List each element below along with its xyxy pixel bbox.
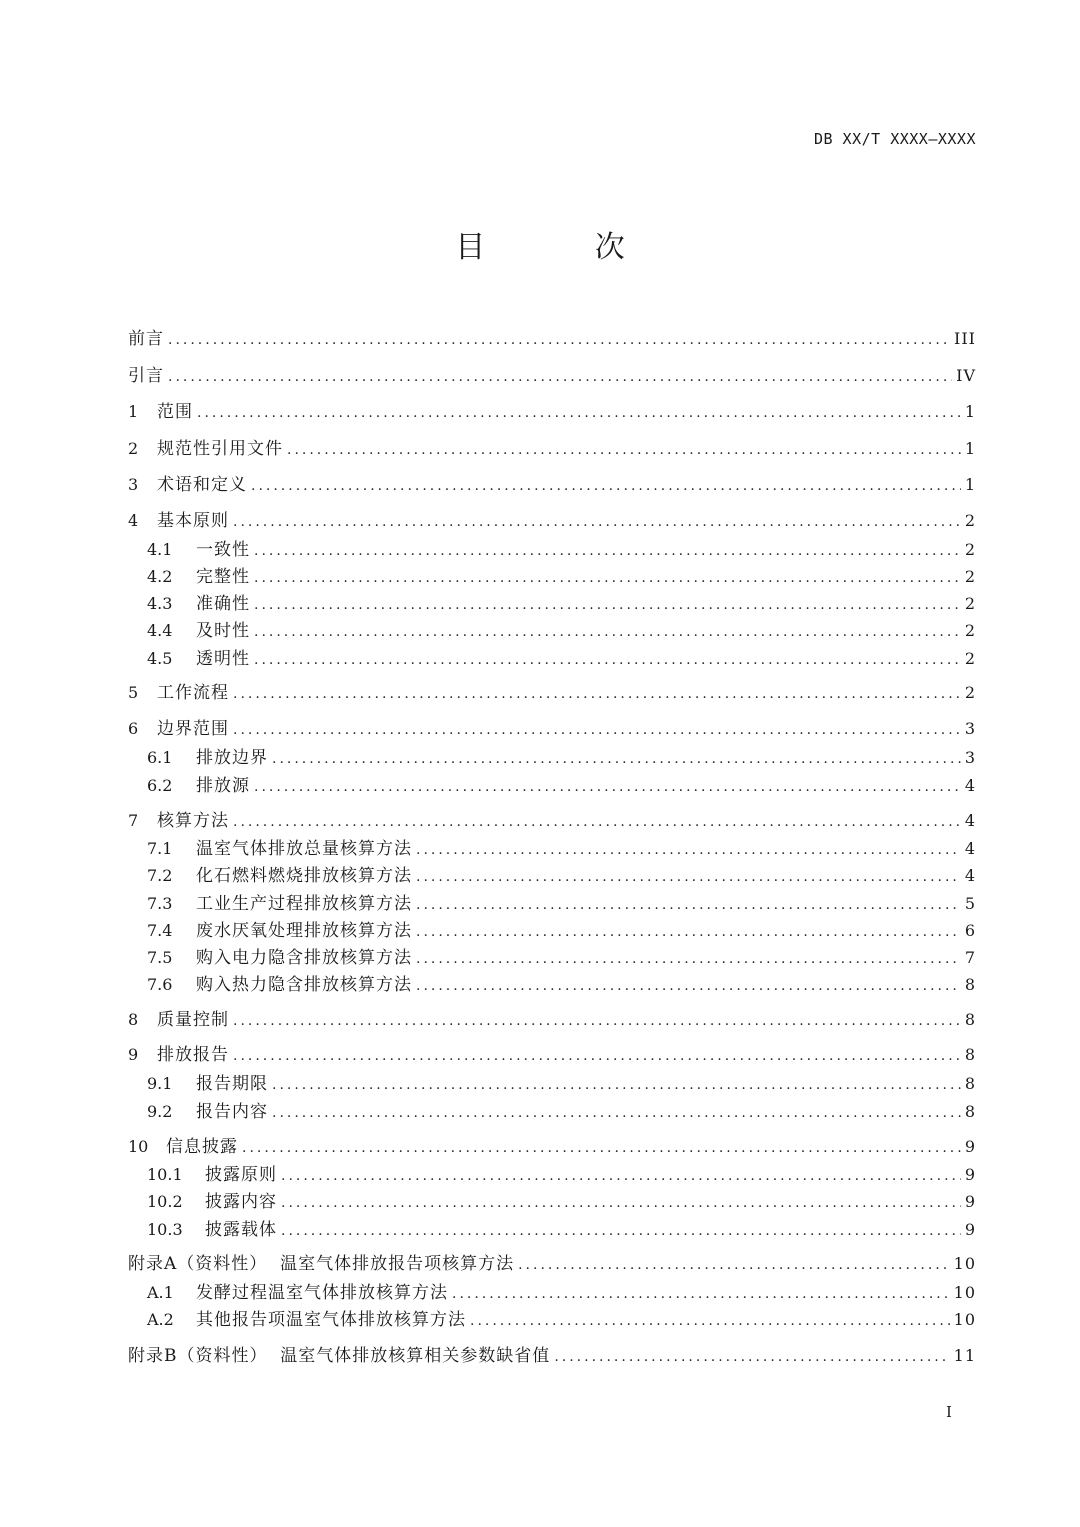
toc-entry-page: 4 — [964, 776, 976, 795]
toc-entry-title: 购入电力隐含排放核算方法 — [196, 948, 412, 968]
toc-leader-dots — [416, 973, 961, 999]
toc-entry-title: 排放源 — [196, 776, 250, 796]
toc-entry-page: 9 — [964, 1220, 976, 1239]
toc-entry-number: 7 — [128, 811, 139, 830]
toc-entry-4-1[interactable] — [147, 537, 976, 563]
toc-entry-page: 10 — [953, 1254, 976, 1273]
toc-leader-dots — [554, 1344, 949, 1370]
toc-entry-title: 规范性引用文件 — [157, 439, 283, 459]
toc-entry-4-2[interactable] — [147, 564, 976, 590]
toc-entry-title: 附录B（资料性） 温室气体排放核算相关参数缺省值 — [128, 1346, 551, 1366]
toc-entry-number: 2 — [128, 439, 139, 458]
toc-entry-10-1[interactable] — [147, 1162, 976, 1188]
document-code: DB XX/T XXXX—XXXX — [813, 130, 976, 148]
toc-entry-number: 6.1 — [147, 748, 173, 767]
toc-entry-page: 4 — [964, 811, 976, 830]
toc-entry-page: 4 — [964, 839, 976, 858]
toc-entry-page: 10 — [953, 1283, 976, 1302]
toc-entry-number: 6 — [128, 719, 139, 738]
toc-leader-dots — [233, 1008, 961, 1034]
toc-entry-title: 废水厌氧处理排放核算方法 — [196, 921, 412, 941]
toc-entry-page: 8 — [964, 1010, 976, 1029]
toc-entry-number: 7.3 — [147, 894, 173, 913]
toc-entry-number: 4.1 — [147, 540, 173, 559]
toc-entry-number: 8 — [128, 1010, 139, 1029]
toc-entry-7[interactable] — [128, 808, 976, 834]
toc-entry-9-2[interactable] — [147, 1099, 976, 1125]
toc-entry-number: 4.3 — [147, 594, 173, 613]
toc-entry-number: 3 — [128, 475, 139, 494]
toc-entry-title: 边界范围 — [157, 719, 229, 739]
toc-entry-a-1[interactable] — [147, 1280, 976, 1306]
toc-entry-number: A.1 — [147, 1283, 174, 1302]
toc-entry-page: III — [954, 329, 976, 348]
toc-entry-title: 完整性 — [196, 567, 250, 587]
toc-entry-title: 排放边界 — [196, 748, 268, 768]
toc-entry-appendix-a[interactable] — [128, 1251, 976, 1277]
toc-entry-number: 6.2 — [147, 776, 173, 795]
toc-leader-dots — [281, 1218, 961, 1244]
toc-entry-7-6[interactable] — [147, 972, 976, 998]
toc-entry-page: 10 — [953, 1310, 976, 1329]
toc-entry-title: 购入热力隐含排放核算方法 — [196, 975, 412, 995]
toc-leader-dots — [254, 774, 961, 800]
toc-entry-number: 7.5 — [147, 948, 173, 967]
toc-leader-dots — [470, 1308, 950, 1334]
toc-leader-dots — [281, 1190, 961, 1216]
toc-entry-page: 9 — [964, 1137, 976, 1156]
toc-leader-dots — [233, 809, 961, 835]
toc-entry-page: 2 — [964, 621, 976, 640]
toc-entry-page: 11 — [953, 1346, 976, 1365]
toc-leader-dots — [254, 592, 961, 618]
toc-entry-4-3[interactable] — [147, 591, 976, 617]
toc-leader-dots — [272, 746, 961, 772]
toc-entry-number: 7.1 — [147, 839, 173, 858]
toc-entry-title: 披露原则 — [205, 1165, 277, 1185]
toc-entry-7-5[interactable] — [147, 945, 976, 971]
toc-entry-number: 7.6 — [147, 975, 173, 994]
toc-entry-9[interactable] — [128, 1042, 976, 1068]
toc-leader-dots — [416, 946, 961, 972]
toc-entry-title: 术语和定义 — [157, 475, 247, 495]
toc-entry-title: 及时性 — [196, 621, 250, 641]
toc-leader-dots — [254, 619, 961, 645]
toc-entry-10-2[interactable] — [147, 1189, 976, 1215]
toc-entry-6-1[interactable] — [147, 745, 976, 771]
toc-entry-7-2[interactable] — [147, 863, 976, 889]
toc-leader-dots — [254, 647, 961, 673]
toc-entry-appendix-b[interactable] — [128, 1343, 976, 1369]
toc-entry-7-3[interactable] — [147, 891, 976, 917]
toc-entry-page: 1 — [964, 439, 976, 458]
toc-entry-6[interactable] — [128, 716, 976, 742]
toc-entry-title: 发酵过程温室气体排放核算方法 — [196, 1283, 448, 1303]
toc-entry-title: 温室气体排放总量核算方法 — [196, 839, 412, 859]
toc-entry-title: 透明性 — [196, 649, 250, 669]
toc-leader-dots — [452, 1281, 950, 1307]
toc-leader-dots — [254, 565, 961, 591]
toc-entry-title: 基本原则 — [157, 511, 229, 531]
toc-entry-title: 范围 — [157, 402, 193, 422]
toc-entry-number: 4 — [128, 511, 139, 530]
toc-leader-dots — [416, 864, 961, 890]
toc-entry-page: 3 — [964, 748, 976, 767]
page-title: 目 次 — [455, 230, 675, 265]
toc-leader-dots — [233, 681, 961, 707]
toc-leader-dots — [251, 473, 961, 499]
toc-entry-title: 排放报告 — [157, 1045, 229, 1065]
toc-entry-title: 前言 — [128, 329, 164, 349]
toc-entry-3[interactable] — [128, 472, 976, 498]
toc-leader-dots — [518, 1252, 950, 1278]
toc-entry-title: 准确性 — [196, 594, 250, 614]
toc-entry-title: 报告期限 — [196, 1074, 268, 1094]
toc-entry-1[interactable] — [128, 399, 976, 425]
toc-entry-10-3[interactable] — [147, 1217, 976, 1243]
toc-entry-title: 披露内容 — [205, 1192, 277, 1212]
toc-entry-number: 4.4 — [147, 621, 173, 640]
toc-entry-title: 质量控制 — [157, 1010, 229, 1030]
toc-entry-title: 核算方法 — [157, 811, 229, 831]
toc-entry-number: 4.2 — [147, 567, 173, 586]
toc-entry-page: 4 — [964, 866, 976, 885]
toc-leader-dots — [168, 327, 950, 353]
toc-entry-page: 9 — [964, 1165, 976, 1184]
toc-entry-number: 9.2 — [147, 1102, 173, 1121]
toc-leader-dots — [416, 892, 961, 918]
toc-entry-page: 1 — [964, 402, 976, 421]
toc-entry-number: 10.3 — [147, 1220, 183, 1239]
toc-entry-page: 8 — [964, 1102, 976, 1121]
toc-entry-number: A.2 — [147, 1310, 174, 1329]
toc-leader-dots — [272, 1100, 961, 1126]
toc-entry-page: 9 — [964, 1192, 976, 1211]
toc-leader-dots — [272, 1072, 961, 1098]
toc-entry-number: 9.1 — [147, 1074, 173, 1093]
toc-leader-dots — [233, 509, 961, 535]
toc-entry-number: 7.4 — [147, 921, 173, 940]
toc-entry-title: 附录A（资料性） 温室气体排放报告项核算方法 — [128, 1254, 515, 1274]
toc-entry-6-2[interactable] — [147, 773, 976, 799]
toc-entry-title: 工作流程 — [157, 683, 229, 703]
toc-entry-9-1[interactable] — [147, 1071, 976, 1097]
toc-entry-10[interactable] — [128, 1134, 976, 1160]
toc-entry-number: 1 — [128, 402, 139, 421]
toc-entry-page: 2 — [964, 594, 976, 613]
toc-entry-number: 7.2 — [147, 866, 173, 885]
toc-entry-page: 5 — [964, 894, 976, 913]
toc-leader-dots — [242, 1135, 961, 1161]
toc-entry-page: 2 — [964, 511, 976, 530]
toc-entry-a-2[interactable] — [147, 1307, 976, 1333]
toc-entry-title: 信息披露 — [166, 1137, 238, 1157]
toc-entry-number: 10.1 — [147, 1165, 183, 1184]
toc-entry-5[interactable] — [128, 680, 976, 706]
toc-leader-dots — [254, 538, 961, 564]
toc-entry-7-4[interactable] — [147, 918, 976, 944]
toc-entry-number: 10.2 — [147, 1192, 183, 1211]
toc-entry-page: IV — [956, 366, 976, 385]
toc-entry-page: 7 — [964, 948, 976, 967]
toc-entry-page: 2 — [964, 649, 976, 668]
toc-entry-introduction[interactable] — [128, 363, 976, 389]
toc-entry-page: 2 — [964, 540, 976, 559]
toc-entry-page: 6 — [964, 921, 976, 940]
toc-entry-2[interactable] — [128, 436, 976, 462]
toc-entry-page: 8 — [964, 1045, 976, 1064]
toc-entry-4-4[interactable] — [147, 618, 976, 644]
toc-entry-title: 化石燃料燃烧排放核算方法 — [196, 866, 412, 886]
toc-entry-foreword[interactable] — [128, 326, 976, 352]
toc-entry-page: 8 — [964, 1074, 976, 1093]
toc-leader-dots — [233, 717, 961, 743]
toc-entry-page: 2 — [964, 567, 976, 586]
toc-entry-number: 10 — [128, 1137, 149, 1156]
toc-entry-page: 8 — [964, 975, 976, 994]
toc-entry-4[interactable] — [128, 508, 976, 534]
toc-entry-title: 其他报告项温室气体排放核算方法 — [196, 1310, 466, 1330]
toc-entry-8[interactable] — [128, 1007, 976, 1033]
toc-leader-dots — [287, 437, 961, 463]
page-number: I — [946, 1403, 952, 1421]
toc-entry-title: 报告内容 — [196, 1102, 268, 1122]
toc-entry-7-1[interactable] — [147, 836, 976, 862]
toc-entry-title: 工业生产过程排放核算方法 — [196, 894, 412, 914]
toc-entry-page: 1 — [964, 475, 976, 494]
toc-entry-number: 9 — [128, 1045, 139, 1064]
toc-entry-number: 4.5 — [147, 649, 173, 668]
toc-leader-dots — [281, 1163, 961, 1189]
toc-leader-dots — [168, 364, 952, 390]
toc-entry-title: 引言 — [128, 366, 164, 386]
toc-leader-dots — [233, 1043, 961, 1069]
toc-entry-number: 5 — [128, 683, 139, 702]
toc-entry-page: 2 — [964, 683, 976, 702]
toc-leader-dots — [416, 919, 961, 945]
toc-leader-dots — [197, 400, 961, 426]
toc-entry-page: 3 — [964, 719, 976, 738]
toc-entry-title: 一致性 — [196, 540, 250, 560]
toc-entry-title: 披露载体 — [205, 1220, 277, 1240]
toc-leader-dots — [416, 837, 961, 863]
toc-entry-4-5[interactable] — [147, 646, 976, 672]
